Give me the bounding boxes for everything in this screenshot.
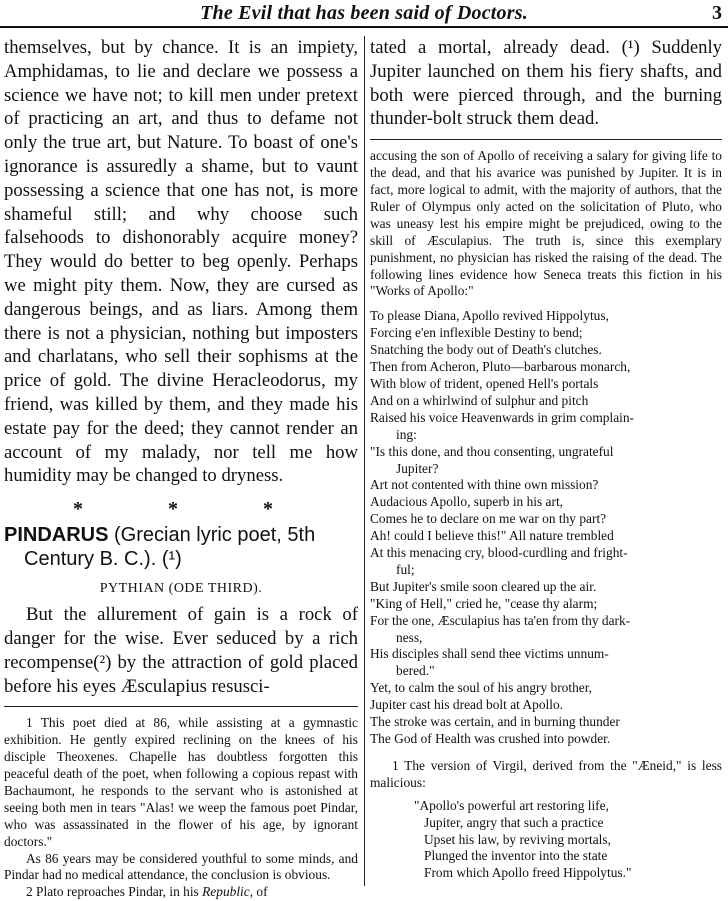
poem-line: Comes he to declare on me war on thy part? bbox=[370, 511, 607, 527]
footnote-2-italic: Republic, bbox=[202, 884, 254, 900]
footnote-2-start: 2 Plato reproaches Pindar, in his bbox=[26, 884, 203, 900]
poem-line: ness, bbox=[396, 629, 423, 645]
poem-line: Jupiter? bbox=[396, 460, 439, 476]
footnote-2-end: of bbox=[253, 884, 268, 900]
footnote-1b: As 86 years may be considered youthful to some minds, and Pindar had no medical attendance, the conclusion is obvious. bbox=[4, 850, 358, 883]
right-paragraph-1: tated a mortal, already dead. (¹) Suddenly Jupiter launched on them his fiery shafts, and both were pierced through, and the burning thunder-bolt struck them dead. bbox=[370, 37, 722, 130]
poem-line: Art not contented with thine own mission? bbox=[370, 477, 599, 493]
pindarus-name: PINDARUS bbox=[4, 524, 109, 547]
poem-line: And on a whirlwind of sulphur and pitch bbox=[370, 392, 589, 408]
poem-line: "Apollo's powerful art restoring life, bbox=[414, 797, 609, 813]
poem-line: The God of Health was crushed into powder. bbox=[370, 731, 611, 746]
poem-line: With blow of trident, opened Hell's portals bbox=[370, 375, 599, 391]
poem-line: His disciples shall send thee victims unnum- bbox=[370, 646, 609, 662]
poem-line: For the one, Æsculapius has ta'en from thy dark- bbox=[370, 612, 631, 628]
section-heading bbox=[4, 523, 358, 571]
poem-line: ful; bbox=[396, 561, 415, 577]
column-divider bbox=[364, 36, 365, 886]
footnote-1: 1 This poet died at 86, while assisting at a gymnastic exhibition. He gently expired reclining on the knees of his disciple Theoxenes. Chapelle has doubtless forgotten this peaceful death of the poet, when following a copious repast with Bachaumont, he responds to the servant who is astonished at seeing both men in tears "Alas! we weep the famous poet Pindar, who was assassinated in the flower of his age, by ignorant doctors." bbox=[4, 715, 358, 849]
pindarus-desc-2: Century B. C.). (¹) bbox=[24, 548, 182, 571]
poem-line: Upset his law, by reviving mortals, bbox=[424, 831, 611, 847]
header-title: The Evil that has been said of Doctors. bbox=[200, 2, 528, 24]
poem-line: At this menacing cry, blood-curdling and fright- bbox=[370, 545, 628, 561]
poem-line: Plunged the inventor into the state bbox=[424, 848, 608, 864]
seneca-poem bbox=[370, 308, 722, 748]
left-paragraph-1: themselves, but by chance. It is an impiety, Amphidamas, to lie and declare we possess a science we have not; to kill men under pretext of practicing an art, and thus to defame not only the true art, but Nature. To boast of one's ignorance is assuredly a shame, but to vaunt possessing a science that one has not, is more shameful still; and why choose such falsehoods to dishonorably acquire money? They would do better to beg openly. Perhaps we might pity them. Now, they are cursed as dangerous beings, and as liars. Among them there is not a physician, nothing but imposters and charlatans, who sell their sophisms at the price of gold. The divine Heracleodorus, my friend, was killed by them, and they made his estate pay for the deed; they cannot render an account of my malady, nor tell me how humidity may be changed to dryness. bbox=[4, 37, 358, 487]
poem-line: ing: bbox=[396, 426, 417, 442]
footnote-rule bbox=[4, 706, 358, 707]
poem-line: "Is this done, and thou consenting, ungrateful bbox=[370, 443, 614, 459]
pindarus-desc-1: (Grecian lyric poet, 5th bbox=[114, 524, 316, 547]
footnote-rule-right bbox=[370, 139, 722, 140]
poem-line: bered." bbox=[396, 663, 435, 679]
footnote-2 bbox=[4, 884, 358, 901]
poem-line: Then from Acheron, Pluto—barbarous monarch, bbox=[370, 359, 631, 375]
left-paragraph-2: But the allurement of gain is a rock of danger for the wise. Ever seduced by a rich recompense(²) by the attraction of gold placed before his eyes Æsculapius resusci- bbox=[4, 604, 358, 697]
poem-line: The stroke was certain, and in burning thunder bbox=[370, 714, 620, 730]
right-footnote-1: 1 The version of Virgil, derived from the "Æneid," is less malicious: bbox=[370, 757, 722, 790]
virgil-poem bbox=[414, 798, 722, 883]
subheading: PYTHIAN (ODE THIRD). bbox=[99, 581, 263, 597]
poem-line: But Jupiter's smile soon cleared up the air. bbox=[370, 578, 597, 594]
running-header bbox=[0, 0, 728, 28]
poem-line: From which Apollo freed Hippolytus." bbox=[424, 865, 632, 881]
poem-line: Ah! could I believe this!" All nature trembled bbox=[370, 528, 614, 544]
section-stars: * * * bbox=[73, 498, 313, 521]
poem-line: To please Diana, Apollo revived Hippolytus, bbox=[370, 308, 609, 324]
right-note: accusing the son of Apollo of receiving a salary for giving life to the dead, and that his avarice was punished by Jupiter. It is in fact, more logical to admit, with the majority of authors, that the Ruler of Olympus only acted on the solicitation of Pluto, who was uneasy lest his empire might be prejudiced, owing to the skill of Æsculapius. The truth is, since this exemplary punishment, no physician has risked the raising of the dead. The following lines evidence how Seneca treats this fiction in his "Works of Apollo:" bbox=[370, 148, 722, 299]
left-footnotes bbox=[4, 715, 358, 901]
poem-line: Forcing e'en inflexible Destiny to bend; bbox=[370, 325, 583, 341]
poem-line: "King of Hell," cried he, "cease thy alarm; bbox=[370, 595, 598, 611]
poem-line: Jupiter, angry that such a practice bbox=[424, 814, 604, 830]
poem-line: Jupiter cast his dread bolt at Apollo. bbox=[370, 697, 564, 713]
poem-line: Audacious Apollo, superb in his art, bbox=[370, 494, 564, 510]
poem-line: Raised his voice Heavenwards in grim complain- bbox=[370, 409, 635, 425]
right-column bbox=[370, 36, 722, 882]
page-number: 3 bbox=[712, 2, 722, 24]
poem-line: Yet, to calm the soul of his angry brother, bbox=[370, 680, 592, 696]
left-column bbox=[4, 36, 358, 901]
poem-line: Snatching the body out of Death's clutches. bbox=[370, 342, 602, 358]
